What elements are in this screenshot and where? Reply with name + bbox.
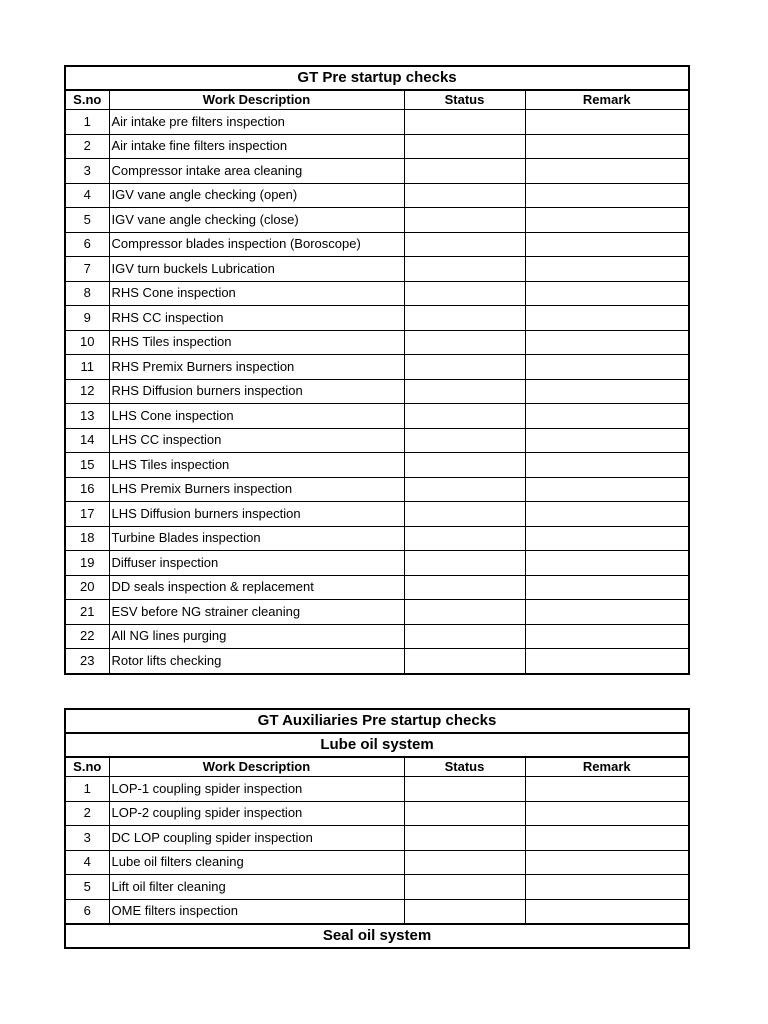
status-cell[interactable] (404, 330, 525, 355)
remark-cell[interactable] (525, 281, 689, 306)
sno-cell: 13 (65, 404, 109, 429)
status-cell[interactable] (404, 801, 525, 826)
remark-cell[interactable] (525, 159, 689, 184)
table-row (65, 526, 689, 551)
sno-cell: 18 (65, 526, 109, 551)
remark-cell[interactable] (525, 232, 689, 257)
work-description-cell: Lube oil filters cleaning (109, 850, 404, 875)
work-description-cell: Turbine Blades inspection (109, 526, 404, 551)
sno-cell: 6 (65, 232, 109, 257)
table-row (65, 159, 689, 184)
status-cell[interactable] (404, 134, 525, 159)
work-description-cell: LHS Premix Burners inspection (109, 477, 404, 502)
status-cell[interactable] (404, 850, 525, 875)
sno-cell: 1 (65, 110, 109, 135)
column-header-work-description: Work Description (109, 90, 404, 110)
remark-cell[interactable] (525, 183, 689, 208)
table-row (65, 899, 689, 924)
work-description-cell: LOP-1 coupling spider inspection (109, 777, 404, 802)
sno-cell: 8 (65, 281, 109, 306)
table-title: GT Auxiliaries Pre startup checks (65, 709, 689, 733)
column-header-work-description: Work Description (109, 757, 404, 777)
status-cell[interactable] (404, 159, 525, 184)
remark-cell[interactable] (525, 379, 689, 404)
work-description-cell: RHS Tiles inspection (109, 330, 404, 355)
work-description-cell: LOP-2 coupling spider inspection (109, 801, 404, 826)
sno-cell: 16 (65, 477, 109, 502)
remark-cell[interactable] (525, 899, 689, 924)
status-cell[interactable] (404, 477, 525, 502)
status-cell[interactable] (404, 379, 525, 404)
sno-cell: 2 (65, 801, 109, 826)
sno-cell: 3 (65, 159, 109, 184)
column-header-remark: Remark (525, 757, 689, 777)
work-description-cell: LHS CC inspection (109, 428, 404, 453)
work-description-cell: LHS Cone inspection (109, 404, 404, 429)
table-row (65, 110, 689, 135)
work-description-cell: RHS CC inspection (109, 306, 404, 331)
remark-cell[interactable] (525, 801, 689, 826)
work-description-cell: RHS Premix Burners inspection (109, 355, 404, 380)
status-cell[interactable] (404, 600, 525, 625)
sno-cell: 14 (65, 428, 109, 453)
table-row (65, 134, 689, 159)
status-cell[interactable] (404, 306, 525, 331)
sno-cell: 12 (65, 379, 109, 404)
gt-auxiliaries-pre-startup-checks-table (64, 708, 690, 949)
table-row (65, 777, 689, 802)
sno-cell: 3 (65, 826, 109, 851)
work-description-cell: LHS Diffusion burners inspection (109, 502, 404, 527)
work-description-cell: IGV vane angle checking (open) (109, 183, 404, 208)
sno-cell: 10 (65, 330, 109, 355)
work-description-cell: Air intake fine filters inspection (109, 134, 404, 159)
sno-cell: 22 (65, 624, 109, 649)
status-cell[interactable] (404, 355, 525, 380)
sno-cell: 4 (65, 850, 109, 875)
status-cell[interactable] (404, 453, 525, 478)
remark-cell[interactable] (525, 502, 689, 527)
remark-cell[interactable] (525, 428, 689, 453)
status-cell[interactable] (404, 551, 525, 576)
status-cell[interactable] (404, 875, 525, 900)
table-row (65, 477, 689, 502)
remark-cell[interactable] (525, 355, 689, 380)
table-row (65, 183, 689, 208)
table-row (65, 826, 689, 851)
remark-cell[interactable] (525, 208, 689, 233)
sno-cell: 9 (65, 306, 109, 331)
work-description-cell: DC LOP coupling spider inspection (109, 826, 404, 851)
work-description-cell: DD seals inspection & replacement (109, 575, 404, 600)
table-row (65, 379, 689, 404)
status-cell[interactable] (404, 208, 525, 233)
work-description-cell: Rotor lifts checking (109, 649, 404, 674)
table-row (65, 428, 689, 453)
table-row (65, 208, 689, 233)
sno-cell: 7 (65, 257, 109, 282)
status-cell[interactable] (404, 777, 525, 802)
status-cell[interactable] (404, 826, 525, 851)
work-description-cell: RHS Diffusion burners inspection (109, 379, 404, 404)
remark-cell[interactable] (525, 600, 689, 625)
sno-cell: 6 (65, 899, 109, 924)
remark-cell[interactable] (525, 257, 689, 282)
status-cell[interactable] (404, 110, 525, 135)
work-description-cell: Compressor intake area cleaning (109, 159, 404, 184)
status-cell[interactable] (404, 624, 525, 649)
remark-cell[interactable] (525, 477, 689, 502)
table-row (65, 502, 689, 527)
column-header-status: Status (404, 757, 525, 777)
status-cell[interactable] (404, 281, 525, 306)
table-title: GT Pre startup checks (65, 66, 689, 90)
work-description-cell: ESV before NG strainer cleaning (109, 600, 404, 625)
sno-cell: 15 (65, 453, 109, 478)
table-row (65, 600, 689, 625)
section-heading-lube-oil-system: Lube oil system (65, 733, 689, 757)
table-row (65, 801, 689, 826)
work-description-cell: Air intake pre filters inspection (109, 110, 404, 135)
remark-cell[interactable] (525, 551, 689, 576)
remark-cell[interactable] (525, 110, 689, 135)
sno-cell: 11 (65, 355, 109, 380)
sno-cell: 2 (65, 134, 109, 159)
table-row (65, 257, 689, 282)
remark-cell[interactable] (525, 306, 689, 331)
status-cell[interactable] (404, 183, 525, 208)
status-cell[interactable] (404, 232, 525, 257)
work-description-cell: Compressor blades inspection (Boroscope) (109, 232, 404, 257)
table-row (65, 232, 689, 257)
gt-pre-startup-checks-table (64, 65, 690, 675)
sno-cell: 5 (65, 875, 109, 900)
remark-cell[interactable] (525, 330, 689, 355)
section-heading-seal-oil-system: Seal oil system (65, 924, 689, 948)
work-description-cell: LHS Tiles inspection (109, 453, 404, 478)
sno-cell: 20 (65, 575, 109, 600)
remark-cell[interactable] (525, 526, 689, 551)
status-cell[interactable] (404, 575, 525, 600)
table-row (65, 875, 689, 900)
remark-cell[interactable] (525, 624, 689, 649)
sno-cell: 19 (65, 551, 109, 576)
table-row (65, 306, 689, 331)
sno-cell: 23 (65, 649, 109, 674)
column-header-sno: S.no (65, 90, 109, 110)
sno-cell: 1 (65, 777, 109, 802)
remark-cell[interactable] (525, 649, 689, 674)
table-row (65, 649, 689, 674)
table-row (65, 850, 689, 875)
sno-cell: 21 (65, 600, 109, 625)
table-row (65, 453, 689, 478)
status-cell[interactable] (404, 899, 525, 924)
remark-cell[interactable] (525, 134, 689, 159)
sno-cell: 4 (65, 183, 109, 208)
table-row (65, 575, 689, 600)
work-description-cell: IGV vane angle checking (close) (109, 208, 404, 233)
remark-cell[interactable] (525, 404, 689, 429)
status-cell[interactable] (404, 526, 525, 551)
table-row (65, 330, 689, 355)
table-row (65, 624, 689, 649)
status-cell[interactable] (404, 502, 525, 527)
remark-cell[interactable] (525, 826, 689, 851)
column-header-sno: S.no (65, 757, 109, 777)
status-cell[interactable] (404, 257, 525, 282)
status-cell[interactable] (404, 649, 525, 674)
remark-cell[interactable] (525, 850, 689, 875)
sno-cell: 5 (65, 208, 109, 233)
remark-cell[interactable] (525, 875, 689, 900)
work-description-cell: RHS Cone inspection (109, 281, 404, 306)
remark-cell[interactable] (525, 453, 689, 478)
remark-cell[interactable] (525, 575, 689, 600)
work-description-cell: OME filters inspection (109, 899, 404, 924)
work-description-cell: IGV turn buckels Lubrication (109, 257, 404, 282)
table-row (65, 281, 689, 306)
column-header-status: Status (404, 90, 525, 110)
column-header-remark: Remark (525, 90, 689, 110)
sno-cell: 17 (65, 502, 109, 527)
work-description-cell: Lift oil filter cleaning (109, 875, 404, 900)
table-row (65, 355, 689, 380)
work-description-cell: All NG lines purging (109, 624, 404, 649)
status-cell[interactable] (404, 428, 525, 453)
table-row (65, 551, 689, 576)
table-row (65, 404, 689, 429)
remark-cell[interactable] (525, 777, 689, 802)
work-description-cell: Diffuser inspection (109, 551, 404, 576)
status-cell[interactable] (404, 404, 525, 429)
